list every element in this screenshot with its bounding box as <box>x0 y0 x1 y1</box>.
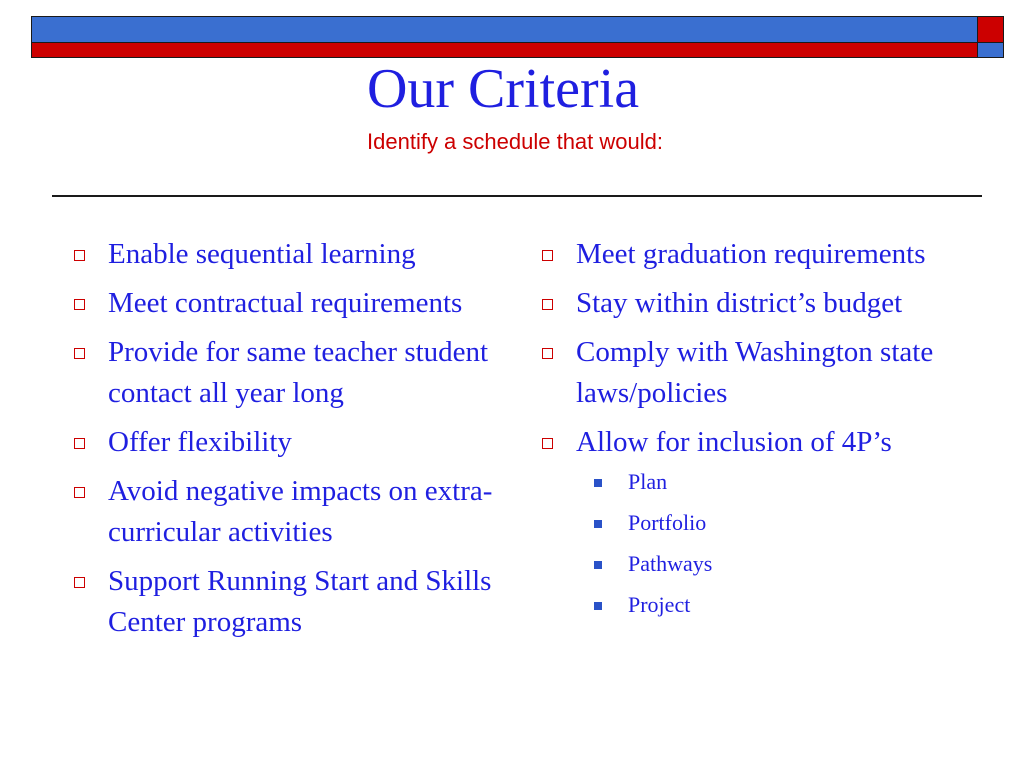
hollow-square-bullet-icon <box>542 348 553 359</box>
sub-list-item <box>592 549 990 579</box>
sub-list-item <box>592 467 990 497</box>
sub-list-item-text: Portfolio <box>628 510 707 535</box>
list-item <box>540 283 990 324</box>
list-item-text: Offer flexibility <box>108 426 292 458</box>
list-item <box>72 234 512 275</box>
hollow-square-bullet-icon <box>74 577 85 588</box>
list-item <box>72 422 512 463</box>
filled-square-bullet-icon <box>594 520 602 528</box>
hollow-square-bullet-icon <box>74 250 85 261</box>
list-item-text: Comply with Washington state laws/policies <box>576 336 934 409</box>
list-item <box>540 234 990 275</box>
hollow-square-bullet-icon <box>74 487 85 498</box>
list-item <box>72 283 512 324</box>
filled-square-bullet-icon <box>594 602 602 610</box>
list-item <box>72 471 512 553</box>
hollow-square-bullet-icon <box>542 250 553 261</box>
hollow-square-bullet-icon <box>74 348 85 359</box>
list-item-text: Support Running Start and Skills Center programs <box>108 565 492 638</box>
left-bullet-list <box>72 234 512 651</box>
slide-title: Our Criteria <box>366 58 640 120</box>
slide-subtitle: Identify a schedule that would: <box>367 129 663 154</box>
header-bar-blue <box>31 16 978 43</box>
right-bullet-list <box>540 234 990 631</box>
hollow-square-bullet-icon <box>74 299 85 310</box>
list-item-text: Allow for inclusion of 4P’s <box>576 426 892 458</box>
filled-square-bullet-icon <box>594 479 602 487</box>
list-item <box>540 422 990 620</box>
list-item-text: Enable sequential learning <box>108 238 416 270</box>
header-square-red <box>977 16 1004 43</box>
sub-list-item <box>592 590 990 620</box>
sub-list-item-text: Pathways <box>628 551 713 576</box>
sub-list-item-text: Plan <box>628 469 668 494</box>
list-item-text: Provide for same teacher student contact all year long <box>108 336 489 409</box>
list-item-text: Stay within district’s budget <box>576 287 903 319</box>
list-item-text: Avoid negative impacts on extra-curricular activities <box>108 475 493 548</box>
sub-bullet-list <box>592 467 990 620</box>
title-divider <box>52 195 982 197</box>
list-item <box>72 561 512 643</box>
hollow-square-bullet-icon <box>542 438 553 449</box>
sub-list-item-text: Project <box>628 592 691 617</box>
list-item-text: Meet graduation requirements <box>576 238 926 270</box>
list-item <box>72 332 512 414</box>
hollow-square-bullet-icon <box>542 299 553 310</box>
list-item-text: Meet contractual requirements <box>108 287 463 319</box>
sub-list-item <box>592 508 990 538</box>
hollow-square-bullet-icon <box>74 438 85 449</box>
list-item <box>540 332 990 414</box>
filled-square-bullet-icon <box>594 561 602 569</box>
